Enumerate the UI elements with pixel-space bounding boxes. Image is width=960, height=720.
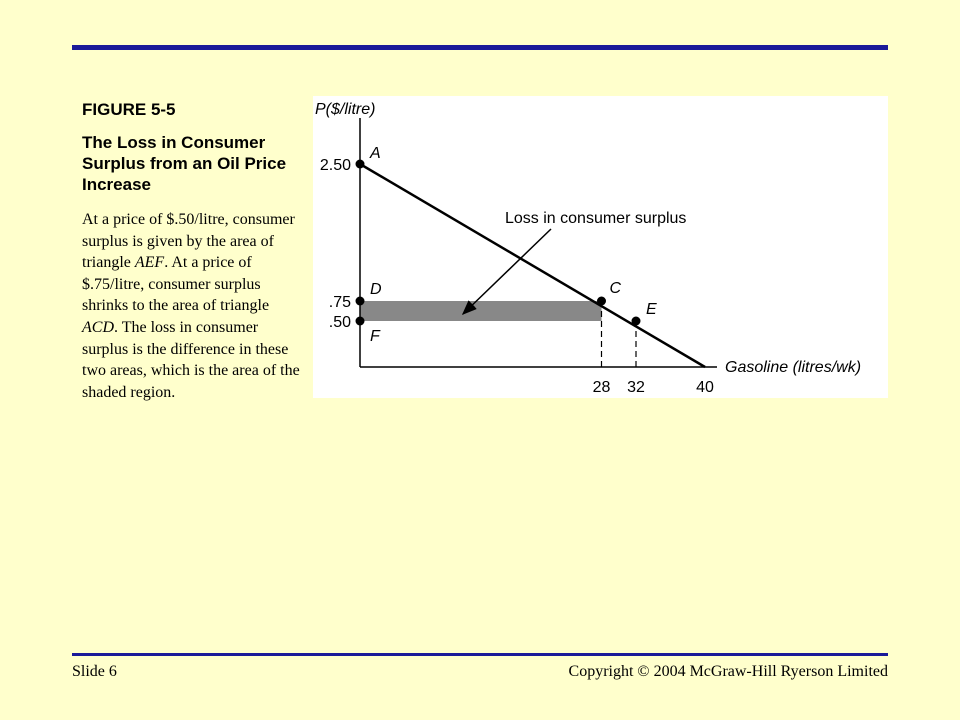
point-label-d: D (370, 281, 382, 298)
x-tick-label: 32 (627, 379, 645, 396)
y-tick-label: .50 (328, 314, 351, 331)
top-rule (72, 45, 888, 50)
demand-line (360, 164, 705, 367)
figure-number: FIGURE 5-5 (82, 100, 176, 119)
y-axis-title: P($/litre) (315, 101, 376, 118)
caption-text: . The loss in consumer surplus is the difference in these two areas, which is the area of the shaded region. (82, 318, 300, 401)
x-tick-label: 28 (592, 379, 611, 396)
caption-text: At a price of $.50/litre, consumer surplus is given by the area of triangle (82, 211, 295, 272)
shaded-loss-region (360, 301, 602, 321)
x-axis-title: Gasoline (litres/wk) (725, 359, 862, 376)
y-tick-label: .75 (328, 294, 351, 311)
point-label-e: E (646, 301, 657, 318)
caption-italic-term: AEF (134, 254, 165, 272)
bottom-rule (72, 653, 888, 656)
chart-panel (313, 96, 888, 398)
slide-number: Slide 6 (72, 663, 117, 680)
caption-text: . At a price of $.75/litre, consumer surplus shrinks to the area of triangle (82, 254, 270, 315)
point-a (356, 160, 365, 169)
consumer-surplus-chart (313, 96, 888, 398)
copyright-notice: Copyright © 2004 McGraw-Hill Ryerson Limited (568, 663, 888, 680)
point-d (356, 297, 365, 306)
figure-caption (82, 209, 302, 403)
y-tick-label: 2.50 (319, 157, 351, 174)
point-f (356, 317, 365, 326)
point-label-a: A (370, 145, 381, 162)
caption-italic-term: ACD (82, 318, 114, 336)
x-tick-label: 40 (696, 379, 714, 396)
point-c (597, 297, 606, 306)
point-e (632, 317, 641, 326)
point-label-c: C (609, 280, 622, 297)
figure-title: The Loss in Consumer Surplus from an Oil Price Increase (82, 133, 287, 194)
loss-annotation: Loss in consumer surplus (505, 210, 687, 227)
point-label-f: F (370, 328, 380, 345)
